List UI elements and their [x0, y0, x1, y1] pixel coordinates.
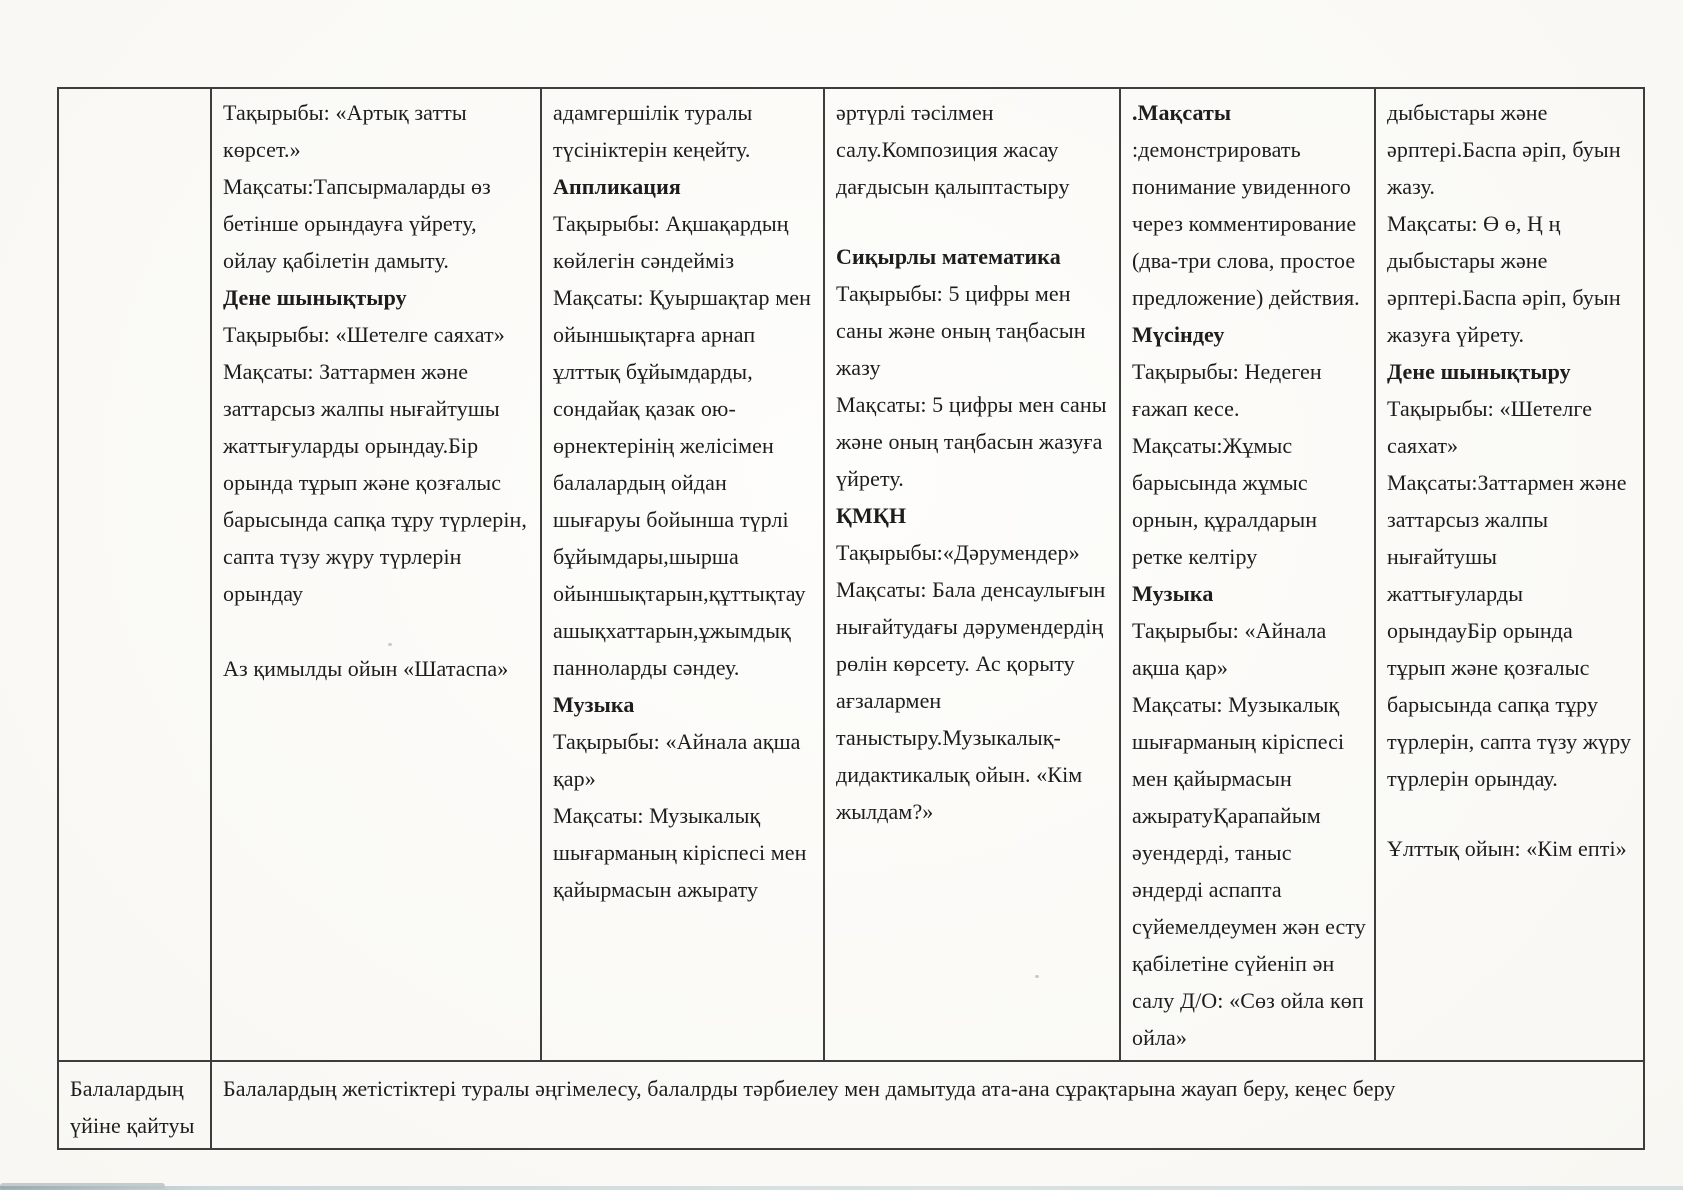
paragraph: Тақырыбы: «Шетелге саяхат»: [223, 322, 505, 347]
section-heading: ҚМҚН: [836, 503, 907, 528]
paragraph: Тақырыбы: Ақшақардың көйлегін сәндейміз: [553, 211, 789, 273]
section-heading: Музыка: [553, 692, 635, 717]
paragraph: адамгершілік туралы түсініктерін кеңейту.: [553, 100, 753, 162]
section-heading: .Мақсаты: [1132, 100, 1232, 125]
scan-speck: [388, 643, 392, 646]
paragraph: Тақырыбы: «Артық затты көрсет.»: [223, 100, 467, 162]
section-heading: Мүсіндеу: [1132, 322, 1225, 347]
scan-edge-line: [0, 1186, 1683, 1190]
paragraph: Тақырыбы: «Айнала ақша қар»: [553, 729, 801, 791]
section-heading: Сиқырлы математика: [836, 244, 1061, 269]
paragraph: Мақсаты: Заттармен және заттарсыз жалпы нығайтушы жаттығуларды орындау.Бір орында тұрып және қозғалыс барысында сапқа тұру түрлерін, сапта түзу жүру түрлерін орындау: [223, 359, 528, 606]
section-heading: Дене шынықтыру: [223, 285, 407, 310]
paragraph: Мақсаты:Тапсырмаларды өз бетінше орындауға үйрету, ойлау қабілетін дамыту.: [223, 174, 491, 273]
empty-label-cell: [58, 88, 211, 1061]
lesson-plan-table: [57, 87, 1645, 1150]
activity-cell-5: [1375, 88, 1644, 1061]
section-heading: Музыка: [1132, 581, 1214, 606]
paragraph: Мақсаты:Заттармен және заттарсыз жалпы нығайтушы жаттығуларды орындауБір орында тұрып және қозғалыс барысында сапқа тұру түрлерін, сапта түзу жүру түрлерін орындау.: [1387, 470, 1632, 791]
activity-cell-2: [541, 88, 824, 1061]
activity-cell-1: [211, 88, 541, 1061]
paragraph: Мақсаты: Ө ө, Ң ң дыбыстары және әрптері.Баспа әріп, буын жазуға үйрету.: [1387, 211, 1621, 347]
paragraph: Мақсаты:Жұмыс барысында жұмыс орнын, құралдарын ретке келтіру: [1132, 433, 1318, 569]
paragraph: Тақырыбы: «Шетелге саяхат»: [1387, 396, 1593, 458]
paragraph: Ұлттық ойын: «Кім епті»: [1387, 836, 1627, 861]
paragraph: Тақырыбы:«Дәрумендер»: [836, 540, 1080, 565]
paragraph: Мақсаты: Бала денсаулығын нығайтудағы дәрумендердің рөлін көрсету. Ас қорыту ағзалармен таныстыру.Музыкалық-дидактикалық ойын. «Кім жылдам?»: [836, 577, 1106, 824]
paragraph: Мақсаты: Музыкалық шығарманың кіріспесі мен қайырмасын ажырату: [553, 803, 807, 902]
section-heading: Дене шынықтыру: [1387, 359, 1571, 384]
paragraph: Тақырыбы: Недеген ғажап кесе.: [1132, 359, 1322, 421]
going-home-label-cell: [58, 1061, 211, 1149]
row-label: Балалардың үйіне қайтуы: [70, 1076, 195, 1138]
paragraph: Мақсаты: 5 цифры мен саны және оның таңбасын жазуға үйрету.: [836, 392, 1107, 491]
paragraph: Аз қимылды ойын «Шатаспа»: [223, 656, 509, 681]
activity-cell-4: [1120, 88, 1375, 1061]
paragraph: Балалардың жетістіктері туралы әңгімелесу, балалрды тәрбиелеу мен дамытуда ата-ана сұрақтарына жауап беру, кеңес беру: [223, 1076, 1396, 1101]
paragraph: әртүрлі тәсілмен салу.Композиция жасау дағдысын қалыптастыру: [836, 100, 1070, 199]
activity-cell-3: [824, 88, 1120, 1061]
paragraph: дыбыстары және әрптері.Баспа әріп, буын жазу.: [1387, 100, 1621, 199]
paragraph: :демонстрировать понимание увиденного через комментирование (два-три слова, простое предложение) действия.: [1132, 137, 1360, 310]
going-home-content-cell: [211, 1061, 1644, 1149]
going-home-row: [58, 1061, 1644, 1149]
section-heading: Аппликация: [553, 174, 681, 199]
paragraph: Мақсаты: Музыкалық шығарманың кіріспесі мен қайырмасын ажыратуҚарапайым әуендерді, таныс әндерді аспапта сүйемелдеумен жән есту қабілетіне сүйеніп ән салу Д/О: «Сөз ойла көп ойла»: [1132, 692, 1366, 1050]
scan-speck: [1035, 975, 1039, 978]
paragraph: Тақырыбы: 5 цифры мен саны және оның таңбасын жазу: [836, 281, 1086, 380]
paragraph: Мақсаты: Қуыршақтар мен ойыншықтарға арнап ұлттық бұйымдарды, сондайақ қазак ою-өрнектерінің желісімен балалардың ойдан шығаруы бойынша түрлі бұйымдары,шырша ойыншықтарын,құттықтау ашықхаттарын,ұжымдық панноларды сәндеу.: [553, 285, 812, 680]
activities-row: [58, 88, 1644, 1061]
paragraph: Тақырыбы: «Айнала ақша қар»: [1132, 618, 1327, 680]
